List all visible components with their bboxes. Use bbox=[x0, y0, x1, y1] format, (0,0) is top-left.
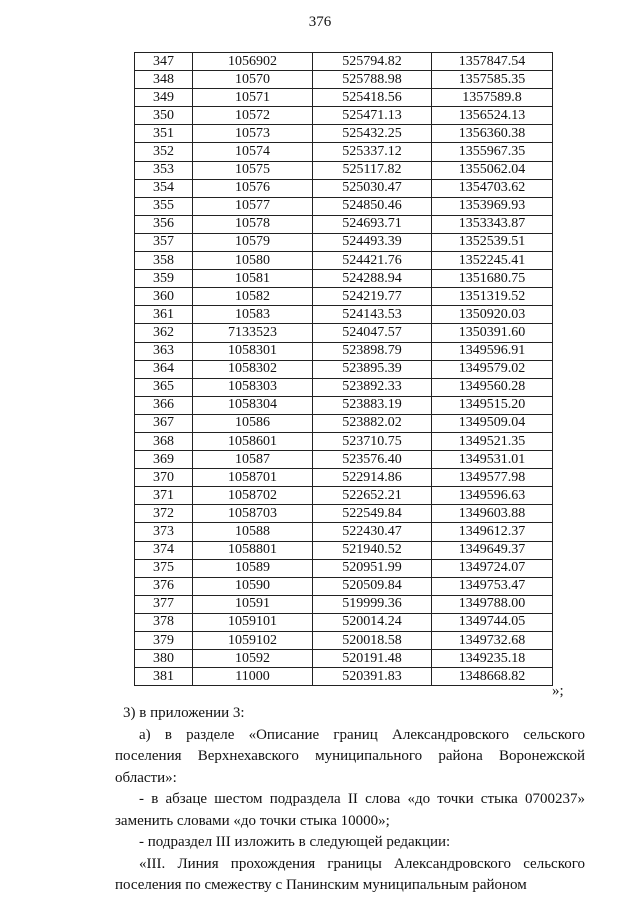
x-coordinate-cell: 524219.77 bbox=[313, 288, 432, 306]
y-coordinate-cell: 1356524.13 bbox=[432, 107, 553, 125]
row-number-cell: 350 bbox=[135, 107, 193, 125]
table-row bbox=[135, 215, 553, 233]
point-id-cell: 10588 bbox=[193, 523, 313, 541]
table-row bbox=[135, 360, 553, 378]
y-coordinate-cell: 1356360.38 bbox=[432, 125, 553, 143]
row-number-cell: 359 bbox=[135, 270, 193, 288]
x-coordinate-cell: 525418.56 bbox=[313, 89, 432, 107]
x-coordinate-cell: 520509.84 bbox=[313, 577, 432, 595]
point-id-cell: 10573 bbox=[193, 125, 313, 143]
table-row bbox=[135, 125, 553, 143]
x-coordinate-cell: 523710.75 bbox=[313, 432, 432, 450]
point-id-cell: 1056902 bbox=[193, 53, 313, 71]
x-coordinate-cell: 524493.39 bbox=[313, 233, 432, 251]
y-coordinate-cell: 1349744.05 bbox=[432, 613, 553, 631]
row-number-cell: 373 bbox=[135, 523, 193, 541]
point-id-cell: 1058601 bbox=[193, 432, 313, 450]
coordinates-table bbox=[134, 52, 553, 686]
x-coordinate-cell: 522914.86 bbox=[313, 469, 432, 487]
x-coordinate-cell: 520191.48 bbox=[313, 650, 432, 668]
y-coordinate-cell: 1350920.03 bbox=[432, 306, 553, 324]
y-coordinate-cell: 1349649.37 bbox=[432, 541, 553, 559]
x-coordinate-cell: 525432.25 bbox=[313, 125, 432, 143]
table-row bbox=[135, 613, 553, 631]
row-number-cell: 374 bbox=[135, 541, 193, 559]
table-row bbox=[135, 668, 553, 686]
table-row bbox=[135, 451, 553, 469]
point-id-cell: 10590 bbox=[193, 577, 313, 595]
row-number-cell: 356 bbox=[135, 215, 193, 233]
row-number-cell: 365 bbox=[135, 378, 193, 396]
table-row bbox=[135, 324, 553, 342]
point-id-cell: 10587 bbox=[193, 451, 313, 469]
table-row bbox=[135, 306, 553, 324]
table-row bbox=[135, 53, 553, 71]
y-coordinate-cell: 1349753.47 bbox=[432, 577, 553, 595]
table-row bbox=[135, 595, 553, 613]
y-coordinate-cell: 1349531.01 bbox=[432, 451, 553, 469]
table-row bbox=[135, 342, 553, 360]
point-id-cell: 10579 bbox=[193, 233, 313, 251]
point-id-cell: 10576 bbox=[193, 179, 313, 197]
x-coordinate-cell: 519999.36 bbox=[313, 595, 432, 613]
table-row bbox=[135, 432, 553, 450]
x-coordinate-cell: 520018.58 bbox=[313, 632, 432, 650]
y-coordinate-cell: 1353343.87 bbox=[432, 215, 553, 233]
row-number-cell: 370 bbox=[135, 469, 193, 487]
point-id-cell: 1059101 bbox=[193, 613, 313, 631]
y-coordinate-cell: 1349521.35 bbox=[432, 432, 553, 450]
row-number-cell: 372 bbox=[135, 505, 193, 523]
point-id-cell: 1058703 bbox=[193, 505, 313, 523]
row-number-cell: 381 bbox=[135, 668, 193, 686]
y-coordinate-cell: 1353969.93 bbox=[432, 197, 553, 215]
point-id-cell: 1058702 bbox=[193, 487, 313, 505]
table-row bbox=[135, 233, 553, 251]
point-id-cell: 1059102 bbox=[193, 632, 313, 650]
row-number-cell: 369 bbox=[135, 451, 193, 469]
table-row bbox=[135, 577, 553, 595]
point-id-cell: 1058303 bbox=[193, 378, 313, 396]
x-coordinate-cell: 524143.53 bbox=[313, 306, 432, 324]
x-coordinate-cell: 522652.21 bbox=[313, 487, 432, 505]
row-number-cell: 366 bbox=[135, 396, 193, 414]
y-coordinate-cell: 1357585.35 bbox=[432, 71, 553, 89]
x-coordinate-cell: 523882.02 bbox=[313, 414, 432, 432]
point-id-cell: 10574 bbox=[193, 143, 313, 161]
x-coordinate-cell: 523892.33 bbox=[313, 378, 432, 396]
y-coordinate-cell: 1349788.00 bbox=[432, 595, 553, 613]
x-coordinate-cell: 525337.12 bbox=[313, 143, 432, 161]
point-id-cell: 10572 bbox=[193, 107, 313, 125]
x-coordinate-cell: 523895.39 bbox=[313, 360, 432, 378]
row-number-cell: 361 bbox=[135, 306, 193, 324]
point-id-cell: 10591 bbox=[193, 595, 313, 613]
table-row bbox=[135, 179, 553, 197]
row-number-cell: 379 bbox=[135, 632, 193, 650]
point-id-cell: 1058304 bbox=[193, 396, 313, 414]
table-row bbox=[135, 396, 553, 414]
table-row bbox=[135, 107, 553, 125]
row-number-cell: 363 bbox=[135, 342, 193, 360]
row-number-cell: 371 bbox=[135, 487, 193, 505]
point-id-cell: 10570 bbox=[193, 71, 313, 89]
table-row bbox=[135, 469, 553, 487]
table-row bbox=[135, 487, 553, 505]
y-coordinate-cell: 1355967.35 bbox=[432, 143, 553, 161]
y-coordinate-cell: 1349612.37 bbox=[432, 523, 553, 541]
x-coordinate-cell: 524288.94 bbox=[313, 270, 432, 288]
paragraph-replace-words: - в абзаце шестом подраздела II слова «до точки стыка 0700237» заменить словами «до точки стыка 10000»; bbox=[115, 791, 585, 829]
point-id-cell: 10581 bbox=[193, 270, 313, 288]
row-number-cell: 357 bbox=[135, 233, 193, 251]
row-number-cell: 375 bbox=[135, 559, 193, 577]
x-coordinate-cell: 524421.76 bbox=[313, 252, 432, 270]
y-coordinate-cell: 1351319.52 bbox=[432, 288, 553, 306]
paragraph-appendix-3: 3) в приложении 3: bbox=[123, 705, 245, 721]
y-coordinate-cell: 1357847.54 bbox=[432, 53, 553, 71]
row-number-cell: 378 bbox=[135, 613, 193, 631]
table-row bbox=[135, 89, 553, 107]
paragraph-new-wording: - подраздел III изложить в следующей редакции: bbox=[139, 834, 451, 850]
point-id-cell: 10571 bbox=[193, 89, 313, 107]
point-id-cell: 10577 bbox=[193, 197, 313, 215]
point-id-cell: 10582 bbox=[193, 288, 313, 306]
table-row bbox=[135, 288, 553, 306]
y-coordinate-cell: 1352245.41 bbox=[432, 252, 553, 270]
y-coordinate-cell: 1355062.04 bbox=[432, 161, 553, 179]
row-number-cell: 377 bbox=[135, 595, 193, 613]
point-id-cell: 10592 bbox=[193, 650, 313, 668]
point-id-cell: 10583 bbox=[193, 306, 313, 324]
row-number-cell: 355 bbox=[135, 197, 193, 215]
paragraph-section-a: а) в разделе «Описание границ Александровского сельского поселения Верхнехавского муниципального района Воронежской области»: bbox=[115, 726, 585, 786]
y-coordinate-cell: 1352539.51 bbox=[432, 233, 553, 251]
y-coordinate-cell: 1348668.82 bbox=[432, 668, 553, 686]
x-coordinate-cell: 525117.82 bbox=[313, 161, 432, 179]
row-number-cell: 376 bbox=[135, 577, 193, 595]
y-coordinate-cell: 1357589.8 bbox=[432, 89, 553, 107]
row-number-cell: 353 bbox=[135, 161, 193, 179]
y-coordinate-cell: 1349596.91 bbox=[432, 342, 553, 360]
row-number-cell: 380 bbox=[135, 650, 193, 668]
y-coordinate-cell: 1349579.02 bbox=[432, 360, 553, 378]
table-row bbox=[135, 559, 553, 577]
row-number-cell: 362 bbox=[135, 324, 193, 342]
table-row bbox=[135, 270, 553, 288]
table-row bbox=[135, 650, 553, 668]
y-coordinate-cell: 1350391.60 bbox=[432, 324, 553, 342]
y-coordinate-cell: 1349577.98 bbox=[432, 469, 553, 487]
row-number-cell: 349 bbox=[135, 89, 193, 107]
row-number-cell: 347 bbox=[135, 53, 193, 71]
row-number-cell: 351 bbox=[135, 125, 193, 143]
table-row bbox=[135, 414, 553, 432]
y-coordinate-cell: 1349515.20 bbox=[432, 396, 553, 414]
point-id-cell: 10586 bbox=[193, 414, 313, 432]
point-id-cell: 1058801 bbox=[193, 541, 313, 559]
row-number-cell: 364 bbox=[135, 360, 193, 378]
row-number-cell: 352 bbox=[135, 143, 193, 161]
point-id-cell: 1058701 bbox=[193, 469, 313, 487]
row-number-cell: 360 bbox=[135, 288, 193, 306]
table-row bbox=[135, 161, 553, 179]
x-coordinate-cell: 525788.98 bbox=[313, 71, 432, 89]
y-coordinate-cell: 1349235.18 bbox=[432, 650, 553, 668]
point-id-cell: 1058302 bbox=[193, 360, 313, 378]
point-id-cell: 10578 bbox=[193, 215, 313, 233]
point-id-cell: 10580 bbox=[193, 252, 313, 270]
row-number-cell: 367 bbox=[135, 414, 193, 432]
table-row bbox=[135, 71, 553, 89]
x-coordinate-cell: 522430.47 bbox=[313, 523, 432, 541]
x-coordinate-cell: 521940.52 bbox=[313, 541, 432, 559]
point-id-cell: 1058301 bbox=[193, 342, 313, 360]
table-row bbox=[135, 252, 553, 270]
x-coordinate-cell: 523883.19 bbox=[313, 396, 432, 414]
closing-quote-mark: »; bbox=[552, 683, 564, 699]
paragraph-section-iii-title: «III. Линия прохождения границы Александровского сельского поселения по смежеству с Панинским муниципальным районом bbox=[115, 855, 585, 893]
page-number: 376 bbox=[308, 14, 332, 30]
coordinates-table-body bbox=[135, 53, 553, 686]
y-coordinate-cell: 1349724.07 bbox=[432, 559, 553, 577]
y-coordinate-cell: 1349560.28 bbox=[432, 378, 553, 396]
x-coordinate-cell: 524693.71 bbox=[313, 215, 432, 233]
x-coordinate-cell: 524047.57 bbox=[313, 324, 432, 342]
x-coordinate-cell: 525030.47 bbox=[313, 179, 432, 197]
x-coordinate-cell: 520391.83 bbox=[313, 668, 432, 686]
x-coordinate-cell: 520951.99 bbox=[313, 559, 432, 577]
table-row bbox=[135, 523, 553, 541]
table-row bbox=[135, 505, 553, 523]
row-number-cell: 358 bbox=[135, 252, 193, 270]
point-id-cell: 11000 bbox=[193, 668, 313, 686]
x-coordinate-cell: 525794.82 bbox=[313, 53, 432, 71]
x-coordinate-cell: 522549.84 bbox=[313, 505, 432, 523]
x-coordinate-cell: 520014.24 bbox=[313, 613, 432, 631]
row-number-cell: 348 bbox=[135, 71, 193, 89]
table-row bbox=[135, 197, 553, 215]
point-id-cell: 10575 bbox=[193, 161, 313, 179]
y-coordinate-cell: 1349509.04 bbox=[432, 414, 553, 432]
amendment-text bbox=[115, 703, 585, 897]
point-id-cell: 7133523 bbox=[193, 324, 313, 342]
y-coordinate-cell: 1349603.88 bbox=[432, 505, 553, 523]
x-coordinate-cell: 525471.13 bbox=[313, 107, 432, 125]
x-coordinate-cell: 524850.46 bbox=[313, 197, 432, 215]
y-coordinate-cell: 1349596.63 bbox=[432, 487, 553, 505]
row-number-cell: 354 bbox=[135, 179, 193, 197]
table-row bbox=[135, 143, 553, 161]
x-coordinate-cell: 523576.40 bbox=[313, 451, 432, 469]
table-row bbox=[135, 541, 553, 559]
y-coordinate-cell: 1349732.68 bbox=[432, 632, 553, 650]
point-id-cell: 10589 bbox=[193, 559, 313, 577]
x-coordinate-cell: 523898.79 bbox=[313, 342, 432, 360]
row-number-cell: 368 bbox=[135, 432, 193, 450]
y-coordinate-cell: 1354703.62 bbox=[432, 179, 553, 197]
table-row bbox=[135, 378, 553, 396]
y-coordinate-cell: 1351680.75 bbox=[432, 270, 553, 288]
table-row bbox=[135, 632, 553, 650]
